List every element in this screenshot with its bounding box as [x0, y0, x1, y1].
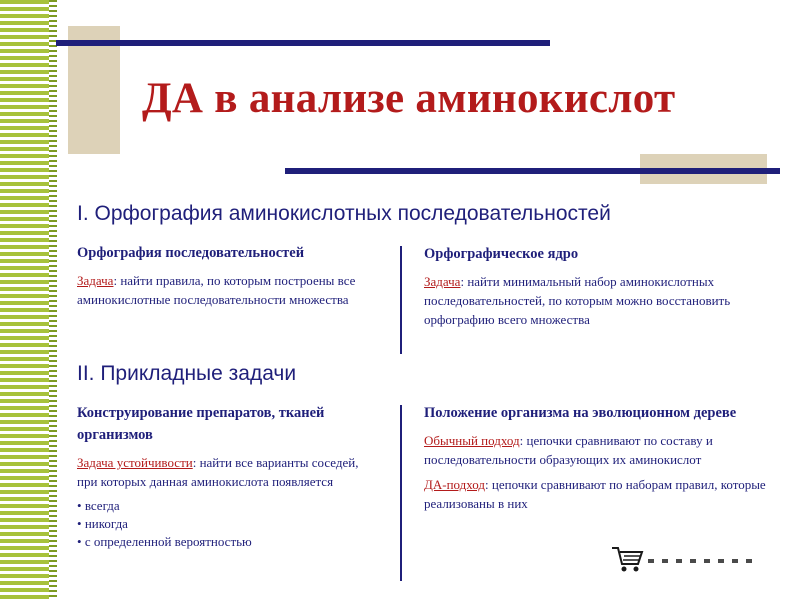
stability-task: [77, 453, 377, 491]
column-divider: [400, 246, 402, 354]
design-column: [77, 402, 377, 551]
approach-text: : цепочки сравнивают по составу и последовательности образующих их аминокислот: [424, 433, 713, 467]
section-2-heading: II. Прикладные задачи: [77, 362, 297, 385]
slide-title: ДА в анализе аминокислот: [142, 75, 676, 122]
decorative-bar-top: [56, 40, 550, 46]
decorative-stripes: [0, 0, 57, 600]
core-task: [424, 272, 754, 329]
list-item: • с определенной вероятностью: [77, 533, 377, 551]
approach-label: Обычный подход: [424, 433, 520, 448]
core-column: [424, 243, 754, 335]
list-item: • всегда: [77, 497, 377, 515]
evolution-heading: Положение организма на эволюционном дереве: [424, 405, 737, 421]
usual-approach: [424, 431, 769, 469]
decorative-bar-bottom: [285, 168, 780, 174]
approach-text: : цепочки сравнивают по наборам правил, которые реализованы в них: [424, 477, 766, 511]
orthography-heading: Орфография последовательностей: [77, 245, 305, 261]
orthography-column: [77, 242, 377, 315]
nav-dots-icon[interactable]: [648, 552, 762, 570]
section-1-heading: I. Орфография аминокислотных последовательностей: [77, 202, 611, 225]
orthography-task: [77, 271, 377, 309]
task-text: : найти все варианты соседей, при которых данная аминокислота появляется: [77, 455, 359, 489]
approach-label: ДА-подход: [424, 477, 486, 492]
bullet-list: [77, 497, 377, 551]
task-text: : найти правила, по которым построены все аминокислотные последовательности множества: [77, 273, 356, 307]
task-label: Задача устойчивости: [77, 455, 193, 470]
design-heading: Конструирование препаратов, тканей организмов: [77, 405, 325, 443]
task-text: : найти минимальный набор аминокислотных последовательностей, по которым можно восстановить орфографию всего множества: [424, 274, 731, 327]
evolution-column: [424, 402, 769, 519]
task-label: Задача: [77, 273, 114, 288]
column-divider: [400, 405, 402, 581]
core-heading: Орфографическое ядро: [424, 246, 579, 262]
cart-icon[interactable]: [610, 544, 646, 574]
da-approach: [424, 475, 769, 513]
task-label: Задача: [424, 274, 461, 289]
list-item: • никогда: [77, 515, 377, 533]
